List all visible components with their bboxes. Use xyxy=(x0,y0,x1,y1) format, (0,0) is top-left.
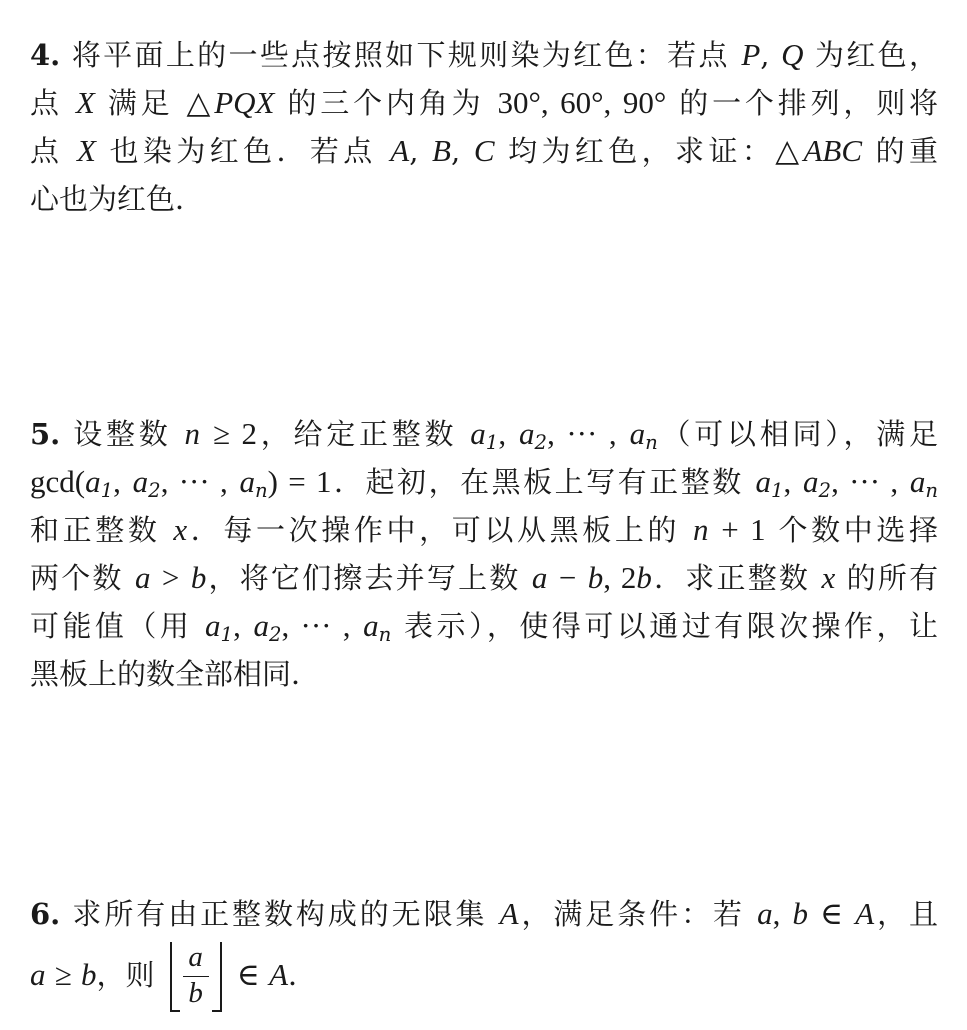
problem-number: 4. xyxy=(30,38,61,72)
problem-5-line-4: 两个数 a > b，将它们擦去并写上数 a − b, 2b．求正整数 x 的所有 xyxy=(30,560,939,595)
problem-5-line-2: $\gcd(a_1$, $a_2$, ··· , $a_n) = 1$．起初，在黑板上写有正整数 $a_1$, $a_2$, ··· , $a_n$ xyxy=(30,464,939,502)
problem-number: 5. xyxy=(30,417,61,451)
problem-5-line-5: 可能值（用 $a_1$, $a_2$, ··· , $a_n$ 表示），使得可以通过有限次操作，让 xyxy=(30,608,938,646)
problem-6 xyxy=(30,890,938,1012)
problem-4-line-2: 点 X 满足 △PQX 的三个内角为 30°, 60°, 90° 的一个排列，则将 xyxy=(30,85,939,120)
floor-right-bracket xyxy=(212,942,222,1012)
problem-6-line-2: a ≥ b，则 $\frac{a}{b}$ ∈ A． xyxy=(30,938,938,1012)
problem-4-line-3: 点 X 也染为红色．若点 A, B, C 均为红色，求证：△ABC 的重 xyxy=(30,133,939,168)
problem-4-line-1: 4. 将平面上的一些点按照如下规则染为红色：若点 P, Q 为红色， xyxy=(30,37,939,72)
problem-6-line-1: 6. 求所有由正整数构成的无限集 A，满足条件：若 a, b ∈ A，且 xyxy=(30,896,939,931)
fraction-denominator: b xyxy=(188,977,203,1009)
problem-5-line-6: 黑板上的数全部相同． xyxy=(30,657,321,691)
problem-number: 6. xyxy=(30,897,61,931)
fraction-numerator: a xyxy=(188,941,203,973)
floor-fraction xyxy=(170,940,222,1014)
problem-5-line-1: 5. 设整数 n ≥ 2，给定正整数 $a_1$, $a_2$, ··· , $a_n$（可以相同），满足 xyxy=(30,416,939,454)
problem-4-line-4: 心也为红色． xyxy=(30,182,205,216)
problem-4 xyxy=(30,31,938,223)
problem-5 xyxy=(30,410,938,698)
problem-5-line-3: 和正整数 x．每一次操作中，可以从黑板上的 n + 1 个数中选择 xyxy=(30,512,938,547)
